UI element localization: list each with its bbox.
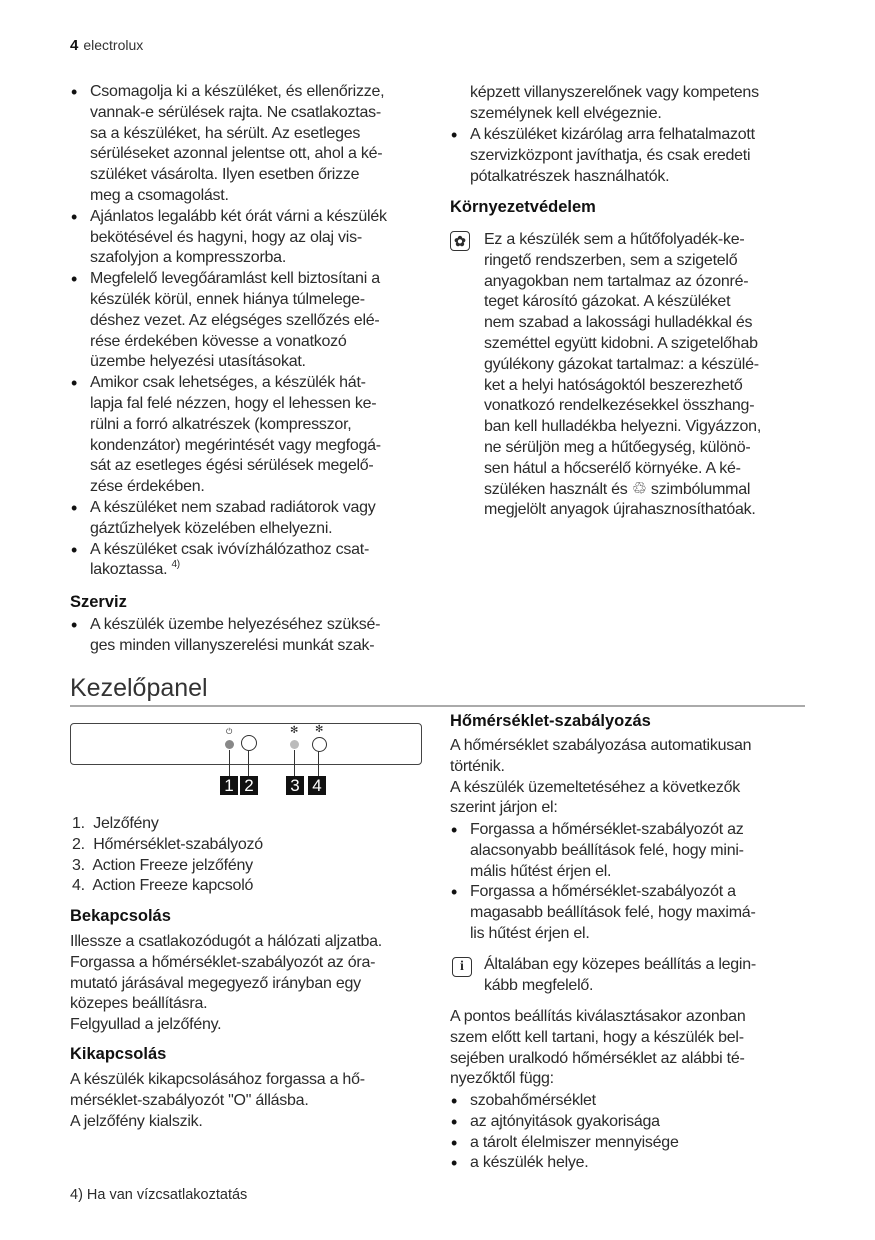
power-indicator-light xyxy=(225,740,234,749)
environment-text xyxy=(484,230,814,521)
service-continued: képzett villanyszerelőnek vagy kompetens személynek kell elvégeznie. xyxy=(470,84,759,122)
list-item: 1. Jelzőfény xyxy=(72,815,159,832)
callout-1: 1 xyxy=(220,776,238,795)
list-item: • Ajánlatos legalább két órát várni a készülék bekötésével és hagyni, hogy az olaj vis- szafolyjon a kompresszorba. xyxy=(70,207,430,269)
temperature-para: A pontos beállítás kiválasztásakor azonban szem előtt kell tartani, hogy a készülék bel- sejében uralkodó hőmérséklet az alábbi té- nyezőktől függ: xyxy=(450,1008,746,1088)
callout-line xyxy=(248,751,249,776)
temperature-list xyxy=(450,820,810,945)
section-title: Kezelőpanel xyxy=(70,674,208,702)
section-divider xyxy=(70,705,805,707)
temperature-heading: Hőmérséklet-szabályozás xyxy=(450,712,651,730)
service-heading: Szerviz xyxy=(70,593,127,611)
callout-2: 2 xyxy=(240,776,258,795)
list-item xyxy=(70,540,430,582)
list-item: • A készüléket nem szabad radiátorok vagy gáztűzhelyek közelében elhelyezni. xyxy=(70,498,430,540)
temperature-dial[interactable] xyxy=(241,735,257,751)
list-item: • a készülék helye. xyxy=(450,1153,810,1174)
list-item: • Megfelelő levegőáramlást kell biztosítani a készülék körül, ennek hiánya túlmelege- déshez vezet. Az elégséges szellőzés elé- rése érdekében kövesse a vonatkozó üzembe helyezési utasításokat. xyxy=(70,269,430,373)
panel-parts-list xyxy=(72,814,432,897)
switch-on-text: Illessze a csatlakozódugót a hálózati aljzatba. Forgassa a hőmérséklet-szabályozót az óra- mutató járásával megegyező irányban egy közepes beállításra. Felgyullad a jelzőfény. xyxy=(70,933,382,1034)
action-freeze-light xyxy=(290,740,299,749)
callout-line xyxy=(318,751,319,776)
freeze-icon: ✻ xyxy=(290,725,299,736)
switch-off-text: A készülék kikapcsolásához forgassa a hő- mérséklet-szabályozót "O" állásba. A jelzőfény kialszik. xyxy=(70,1071,365,1130)
switch-off-heading: Kikapcsolás xyxy=(70,1045,167,1063)
safety-list xyxy=(70,82,430,581)
list-item-text: A készüléket csak ivóvízhálózathoz csat- lakoztassa. xyxy=(90,540,370,579)
list-item: • Forgassa a hőmérséklet-szabályozót a magasabb beállítások felé, hogy maximá- lis hűtést érjen el. xyxy=(450,882,810,944)
list-item: • Amikor csak lehetséges, a készülék hát- lapja fal felé nézzen, hogy el lehessen ke- rülni a forró alkatrészek (kompresszor, kondenzátor) megérintését vagy megfogá- sát az esetleges égési sérülések megelő- zése érdekében. xyxy=(70,373,430,498)
service-list-2 xyxy=(450,125,810,187)
environment-text-end: megjelölt anyagok újrahasznosíthatóak. xyxy=(484,501,756,519)
freeze-icon: ✻ xyxy=(315,724,324,735)
recycle-icon: ♲ xyxy=(631,478,647,498)
list-item: • az ajtónyitások gyakorisága xyxy=(450,1112,810,1133)
list-item: • szobahőmérséklet xyxy=(450,1091,810,1112)
switch-on-heading: Bekapcsolás xyxy=(70,907,171,925)
list-item: 2. Hőmérséklet-szabályozó xyxy=(72,835,263,853)
list-item: 3. Action Freeze jelzőfény xyxy=(72,856,253,874)
service-list xyxy=(70,615,430,657)
info-text: Általában egy közepes beállítás a legin- kább megfelelő. xyxy=(484,956,756,994)
page-header xyxy=(70,36,143,55)
list-item: • a tárolt élelmiszer mennyisége xyxy=(450,1133,810,1154)
callout-4: 4 xyxy=(308,776,326,795)
callout-3: 3 xyxy=(286,776,304,795)
list-item: 4. Action Freeze kapcsoló xyxy=(72,877,254,895)
callout-line xyxy=(294,750,295,776)
footnote-ref: 4) xyxy=(171,559,180,571)
action-freeze-button[interactable] xyxy=(312,737,327,752)
temperature-intro: A hőmérséklet szabályozása automatikusan történik. A készülék üzemeltetéséhez a következők szerint járjon el: xyxy=(450,737,752,817)
list-item: • A készüléket kizárólag arra felhatalmazott szervizközpont javíthatja, és csak eredeti pótalkatrészek használhatók. xyxy=(450,125,810,187)
callout-line xyxy=(229,750,230,776)
environment-icon: ✿ xyxy=(450,231,470,251)
footnote: 4) Ha van vízcsatlakoztatás xyxy=(70,1187,248,1203)
info-icon: i xyxy=(452,957,472,977)
power-icon: ⏻ xyxy=(226,727,233,736)
environment-heading: Környezetvédelem xyxy=(450,198,596,216)
factors-list xyxy=(450,1091,810,1174)
environment-text-body: Ez a készülék sem a hűtőfolyadék-ke- ringető rendszerben, sem a szigetelő anyagokban nem tartalmaz az ózonré- teget károsító gázokat. A készüléket nem szabad a lakossági hulladékkal és szeméttel együtt kidobni. A szigetelőhab gyúlékony gázokat tartalmaz: a készülé- ket a helyi hatóságoktól beszerezhető vonatkozó rendelkezésekkel összhang- ban kell hulladékba helyezni. Vigyázzon, ne sérüljön meg a hűtőegység, különö- sen hátul a hőcserélő környéke. A ké- szüléken használt és xyxy=(484,231,762,498)
list-item: • Forgassa a hőmérséklet-szabályozót az alacsonyabb beállítások felé, hogy mini- mális hűtést érjen el. xyxy=(450,820,810,882)
environment-text-cont: szimbólummal xyxy=(646,480,751,498)
list-item: • A készülék üzembe helyezéséhez szüksé- ges minden villanyszerelési munkát szak- xyxy=(70,615,430,657)
brand-name: electrolux xyxy=(83,37,144,53)
page-number: 4 xyxy=(70,37,79,54)
list-item: • Csomagolja ki a készüléket, és ellenőrizze, vannak-e sérülések rajta. Ne csatlakoztas- sa a készüléket, ha sérült. Az esetleges sérüléseket azonnal jelentse ott, ahol a ké- szüléket vásárolta. Ilyen esetben őrizze meg a csomagolást. xyxy=(70,82,430,207)
